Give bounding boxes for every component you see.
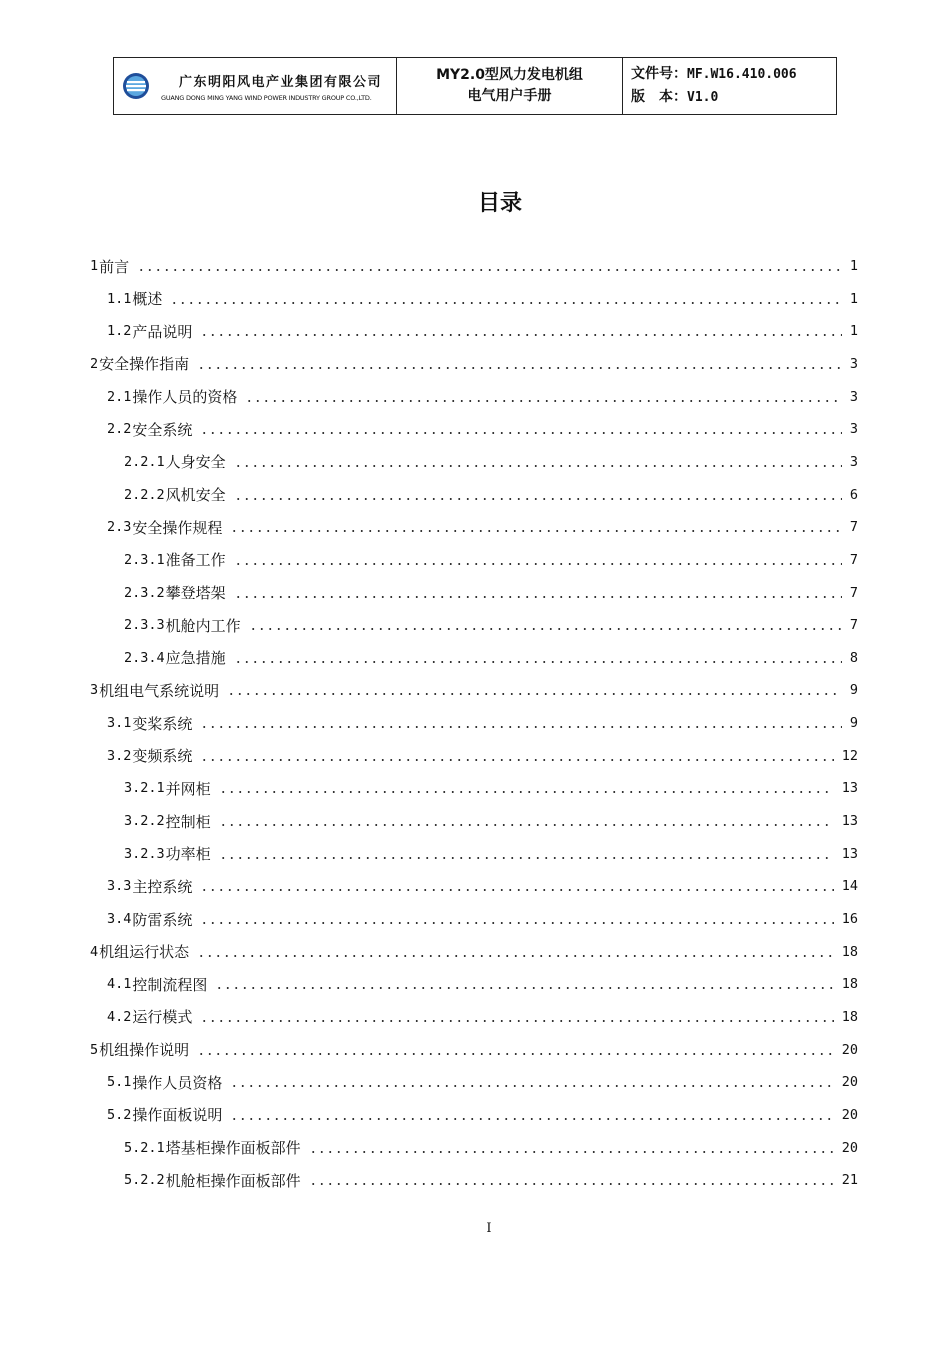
page-number: I xyxy=(486,1221,492,1236)
toc-entry-label: 运行模式 xyxy=(132,1008,193,1027)
toc-entry-label: 机组操作说明 xyxy=(99,1041,190,1060)
toc-entry-label: 防雷系统 xyxy=(132,910,193,929)
toc-entry-number: 4 xyxy=(90,943,99,960)
toc-dot-leader xyxy=(200,432,841,434)
toc-entry-number: 5.2.1 xyxy=(124,1139,165,1156)
toc-entry[interactable] xyxy=(107,745,858,767)
toc-entry-page: 3 xyxy=(849,388,858,405)
toc-entry[interactable] xyxy=(107,418,858,440)
toc-entry[interactable] xyxy=(107,1104,858,1126)
toc-entry-page: 8 xyxy=(849,649,858,666)
toc-title: 目录 xyxy=(477,191,522,216)
toc-dot-leader xyxy=(219,857,834,859)
toc-dot-leader xyxy=(219,791,834,793)
toc-entry-number: 2.1 xyxy=(107,388,132,405)
toc-dot-leader xyxy=(234,465,842,467)
toc-entry[interactable] xyxy=(124,451,858,473)
toc-entry[interactable] xyxy=(90,1039,858,1061)
toc-entry[interactable] xyxy=(124,810,858,832)
toc-entry-number: 5.2 xyxy=(107,1106,132,1123)
toc-dot-leader xyxy=(197,955,834,957)
toc-entry-page: 20 xyxy=(841,1106,858,1123)
toc-entry-number: 3.2.3 xyxy=(124,845,165,862)
manual-title-cell xyxy=(397,58,623,114)
toc-entry-label: 前言 xyxy=(99,257,130,276)
toc-dot-leader xyxy=(215,987,833,989)
toc-entry-label: 并网柜 xyxy=(165,779,211,798)
toc-entry-label: 安全系统 xyxy=(132,420,193,439)
toc-dot-leader xyxy=(309,1151,834,1153)
company-name-cn: 广东明阳风电产业集团有限公司 xyxy=(179,74,383,90)
toc-entry-number: 2.3.1 xyxy=(124,551,165,568)
toc-entry-number: 2.3.4 xyxy=(124,649,165,666)
toc-dot-leader xyxy=(230,1118,833,1120)
toc-entry-number: 5 xyxy=(90,1041,99,1058)
toc-entry-label: 操作人员的资格 xyxy=(132,388,238,407)
toc-entry-page: 1 xyxy=(849,323,858,340)
document-header xyxy=(113,57,837,115)
toc-dot-leader xyxy=(309,1183,834,1185)
doc-number-label: 文件号： xyxy=(631,66,687,82)
toc-entry-number: 1.1 xyxy=(107,290,132,307)
toc-entry-page: 13 xyxy=(841,813,858,830)
toc-entry-number: 2 xyxy=(90,355,99,372)
toc-entry-label: 人身安全 xyxy=(165,453,226,472)
toc-entry-page: 7 xyxy=(849,551,858,568)
toc-entry-number: 4.1 xyxy=(107,976,132,993)
toc-dot-leader xyxy=(219,824,834,826)
toc-dot-leader xyxy=(249,628,842,630)
toc-entry[interactable] xyxy=(124,1169,858,1191)
toc-dot-leader xyxy=(234,661,842,663)
toc-entry[interactable] xyxy=(90,679,858,701)
toc-entry-page: 7 xyxy=(849,584,858,601)
toc-entry-number: 2.3.2 xyxy=(124,584,165,601)
toc-dot-leader xyxy=(200,759,833,761)
toc-dot-leader xyxy=(200,922,833,924)
toc-entry[interactable] xyxy=(107,1006,858,1028)
toc-entry-label: 应急措施 xyxy=(165,649,226,668)
toc-entry-label: 机组运行状态 xyxy=(99,943,190,962)
toc-dot-leader xyxy=(200,1020,833,1022)
toc-dot-leader xyxy=(234,563,842,565)
toc-entry-number: 2.3.3 xyxy=(124,617,165,634)
toc-entry-page: 21 xyxy=(841,1172,858,1189)
toc-entry-label: 控制柜 xyxy=(165,812,211,831)
toc-dot-leader xyxy=(197,1053,834,1055)
toc-entry-page: 12 xyxy=(841,747,858,764)
toc-dot-leader xyxy=(245,400,841,402)
toc-entry-page: 13 xyxy=(841,780,858,797)
toc-entry-label: 产品说明 xyxy=(132,322,193,341)
toc-entry-number: 3.1 xyxy=(107,715,132,732)
toc-entry-page: 3 xyxy=(849,355,858,372)
toc-entry[interactable] xyxy=(107,973,858,995)
toc-entry-page: 9 xyxy=(849,682,858,699)
toc-entry-label: 机舱内工作 xyxy=(165,616,241,635)
toc-entry-number: 3.2.1 xyxy=(124,780,165,797)
toc-entry-page: 3 xyxy=(849,453,858,470)
toc-entry-page: 3 xyxy=(849,421,858,438)
doc-number-value: MF.W16.410.006 xyxy=(687,67,797,82)
toc-entry-page: 7 xyxy=(849,617,858,634)
toc-entry-label: 主控系统 xyxy=(132,877,193,896)
toc-entry-label: 机舱柜操作面板部件 xyxy=(165,1171,301,1190)
toc-entry-number: 3 xyxy=(90,682,99,699)
toc-entry-label: 安全操作规程 xyxy=(132,518,223,537)
toc-entry-label: 控制流程图 xyxy=(132,975,208,994)
toc-entry[interactable] xyxy=(124,614,858,636)
toc-entry[interactable] xyxy=(90,353,858,375)
toc-dot-leader xyxy=(197,367,842,369)
toc-entry-label: 机组电气系统说明 xyxy=(99,681,220,700)
company-cell xyxy=(114,58,397,114)
toc-entry-number: 3.4 xyxy=(107,911,132,927)
toc-entry-label: 准备工作 xyxy=(165,551,226,570)
toc-entry[interactable] xyxy=(107,875,858,897)
toc-entry-label: 安全操作指南 xyxy=(99,355,190,374)
doc-number-row xyxy=(631,63,836,86)
toc-dot-leader xyxy=(230,1085,833,1087)
toc-entry[interactable] xyxy=(107,908,858,930)
toc-entry-label: 塔基柜操作面板部件 xyxy=(165,1139,301,1158)
toc-entry[interactable] xyxy=(107,320,858,342)
toc-entry[interactable] xyxy=(90,941,858,963)
manual-title-line1: MY2.0型风力发电机组 xyxy=(436,67,583,83)
company-logo-icon xyxy=(122,72,150,100)
toc-entry-label: 概述 xyxy=(132,290,163,309)
toc-entry-page: 18 xyxy=(841,976,858,993)
toc-entry[interactable] xyxy=(90,255,858,277)
toc-entry-page: 18 xyxy=(841,1008,858,1025)
toc-dot-leader xyxy=(200,889,833,891)
toc-entry-number: 5.1 xyxy=(107,1074,132,1091)
toc-entry[interactable] xyxy=(124,582,858,604)
toc-entry-number: 5.2.2 xyxy=(124,1172,165,1189)
toc-entry-label: 攀登塔架 xyxy=(165,584,226,602)
toc-entry-page: 7 xyxy=(849,519,858,536)
toc-entry-label: 变桨系统 xyxy=(132,714,193,733)
toc-entry-label: 变频系统 xyxy=(132,747,193,766)
document-info-cell xyxy=(623,58,836,114)
manual-title-line2: 电气用户手册 xyxy=(467,88,552,104)
toc-dot-leader xyxy=(200,726,841,728)
toc-entry-page: 14 xyxy=(841,878,858,895)
toc-entry-page: 6 xyxy=(849,486,858,503)
toc-entry-page: 20 xyxy=(841,1074,858,1091)
toc-entry-page: 20 xyxy=(841,1139,858,1156)
toc-entry[interactable] xyxy=(107,712,858,734)
toc-entry-number: 1 xyxy=(90,258,99,274)
toc-entry-number: 3.2 xyxy=(107,747,132,764)
toc-entry-number: 3.3 xyxy=(107,878,132,895)
toc-entry-number: 2.2.1 xyxy=(124,453,165,470)
toc-entry-label: 风机安全 xyxy=(165,486,226,505)
toc-entry-page: 1 xyxy=(849,258,858,274)
toc-entry-number: 2.2 xyxy=(107,421,132,438)
toc-entry[interactable] xyxy=(107,386,858,408)
toc-entry[interactable] xyxy=(124,777,858,799)
toc-entry-number: 4.2 xyxy=(107,1008,132,1025)
version-label: 版 本： xyxy=(631,89,687,105)
toc-entry[interactable] xyxy=(124,1137,858,1159)
toc-entry[interactable] xyxy=(124,484,858,506)
toc-entry-page: 18 xyxy=(841,943,858,960)
toc-entry[interactable] xyxy=(124,549,858,571)
toc-entry-number: 2.2.2 xyxy=(124,486,165,503)
toc-entry-label: 操作人员资格 xyxy=(132,1073,223,1092)
toc-entry-number: 1.2 xyxy=(107,323,132,340)
toc-entry[interactable] xyxy=(107,288,858,310)
toc-entry-page: 16 xyxy=(841,911,858,927)
toc-entry[interactable] xyxy=(107,1071,858,1093)
toc-entry[interactable] xyxy=(124,843,858,865)
toc-dot-leader xyxy=(230,530,841,532)
company-name-en: GUANG DONG MING YANG WIND POWER INDUSTRY GROUP CO.,LTD. xyxy=(161,93,372,102)
toc-entry-page: 20 xyxy=(841,1041,858,1058)
toc-entry[interactable] xyxy=(107,516,858,538)
toc-entry-page: 9 xyxy=(849,715,858,732)
toc-dot-leader xyxy=(137,269,842,271)
toc-dot-leader xyxy=(170,302,841,304)
toc-entry[interactable] xyxy=(124,647,858,669)
toc-entry-number: 2.3 xyxy=(107,519,132,536)
version-row xyxy=(631,86,836,109)
toc-dot-leader xyxy=(200,334,841,336)
toc-entry-number: 3.2.2 xyxy=(124,813,165,830)
toc-dot-leader xyxy=(227,693,842,695)
toc-entry-label: 操作面板说明 xyxy=(132,1106,223,1125)
toc-entry-page: 1 xyxy=(849,290,858,307)
toc-dot-leader xyxy=(234,498,842,500)
toc-dot-leader xyxy=(234,596,842,598)
toc-entry-page: 13 xyxy=(841,845,858,862)
toc-entry-label: 功率柜 xyxy=(165,845,211,864)
version-value: V1.0 xyxy=(687,90,719,105)
